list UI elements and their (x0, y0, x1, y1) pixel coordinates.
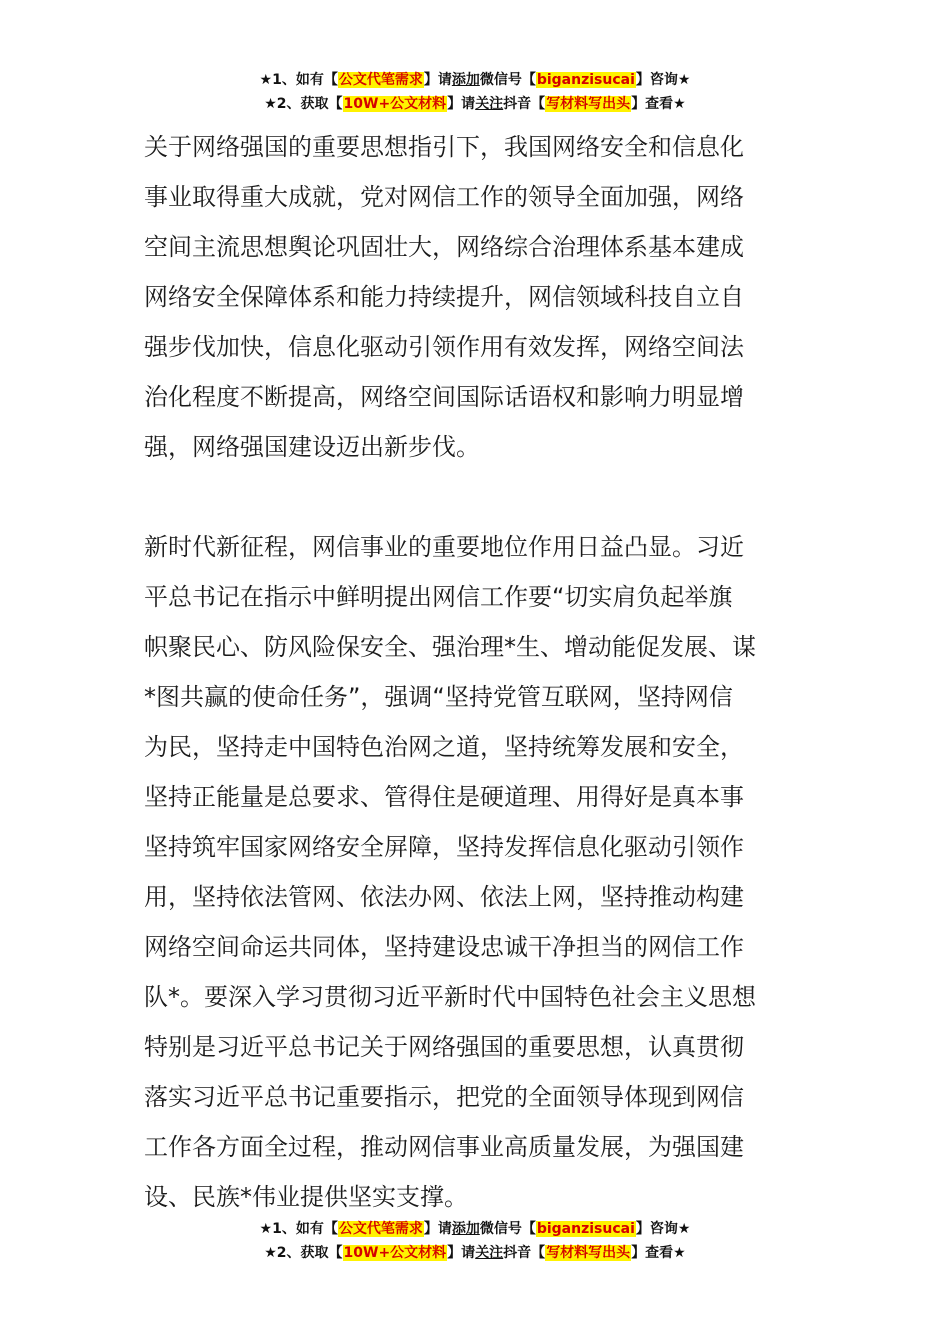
text-line: 设、民族*伟业提供坚实支撑。 (144, 1183, 468, 1211)
banner-highlight: 公文代笔需求 (338, 72, 423, 88)
banner-text: 】请 (423, 72, 452, 88)
banner-text: 】咨询★ (635, 1221, 691, 1237)
text-line: 落实习近平总书记重要指示，把党的全面领导体现到网信 (144, 1083, 744, 1111)
banner-text: 】咨询★ (635, 72, 691, 88)
text-line: 事业取得重大成就，党对网信工作的领导全面加强，网络 (144, 183, 744, 211)
text-line: 为民，坚持走中国特色治网之道，坚持统筹发展和安全， (144, 733, 744, 761)
text-line: 帜聚民心、防风险保安全、强治理*生、增动能促发展、谋 (144, 633, 756, 661)
banner-text: 】请 (447, 1245, 476, 1261)
paragraph-gap (144, 472, 808, 522)
text-line: 关于网络强国的重要思想指引下，我国网络安全和信息化 (144, 133, 744, 161)
banner-line-1 (0, 1217, 950, 1241)
banner-line-2 (0, 1241, 950, 1265)
banner-underline: 关注 (475, 1245, 504, 1261)
banner-text: ★2、获取【 (264, 96, 343, 112)
banner-underline: 关注 (475, 96, 504, 112)
banner-text: ★2、获取【 (264, 1245, 343, 1261)
banner-highlight: biganzisucai (536, 1221, 635, 1237)
banner-underline: 添加 (451, 1221, 480, 1237)
banner-text: 】请 (423, 1221, 452, 1237)
text-line: 强，网络强国建设迈出新步伐。 (144, 433, 480, 461)
text-line: 强步伐加快，信息化驱动引领作用有效发挥，网络空间法 (144, 333, 744, 361)
text-line: 平总书记在指示中鲜明提出网信工作要“切实肩负起举旗 (144, 583, 733, 611)
banner-text: 微信号【 (479, 1221, 536, 1237)
banner-highlight: 10W+公文材料 (343, 96, 447, 112)
banner-highlight: 公文代笔需求 (338, 1221, 423, 1237)
banner-text: ★1、如有【 (259, 1221, 338, 1237)
banner-underline: 添加 (451, 72, 480, 88)
banner-highlight: 写材料写出头 (546, 1245, 631, 1261)
banner-text: 】查看★ (631, 96, 686, 112)
header-banner (0, 68, 950, 116)
text-line: 网络空间命运共同体，坚持建设忠诚干净担当的网信工作 (144, 933, 744, 961)
document-body (144, 122, 808, 1222)
footer-banner (0, 1217, 950, 1265)
text-line: 坚持正能量是总要求、管得住是硬道理、用得好是真本事 (144, 783, 744, 811)
banner-text: 微信号【 (479, 72, 536, 88)
banner-line-1 (0, 68, 950, 92)
banner-text: 】请 (447, 96, 476, 112)
banner-text: ★1、如有【 (259, 72, 338, 88)
text-line: 特别是习近平总书记关于网络强国的重要思想，认真贯彻 (144, 1033, 744, 1061)
banner-highlight: 写材料写出头 (546, 96, 631, 112)
text-line: 队*。要深入学习贯彻习近平新时代中国特色社会主义思想 (144, 983, 756, 1011)
text-line: 用，坚持依法管网、依法办网、依法上网，坚持推动构建 (144, 883, 744, 911)
text-line: *图共赢的使命任务”，强调“坚持党管互联网，坚持网信 (144, 683, 733, 711)
banner-highlight: biganzisucai (536, 72, 635, 88)
text-line: 空间主流思想舆论巩固壮大，网络综合治理体系基本建成 (144, 233, 744, 261)
banner-highlight: 10W+公文材料 (343, 1245, 447, 1261)
text-line: 治化程度不断提高，网络空间国际话语权和影响力明显增 (144, 383, 744, 411)
paragraph-1 (144, 122, 808, 472)
banner-line-2 (0, 92, 950, 116)
banner-text: 】查看★ (631, 1245, 686, 1261)
text-line: 新时代新征程，网信事业的重要地位作用日益凸显。习近 (144, 533, 744, 561)
paragraph-2 (144, 522, 808, 1222)
text-line: 工作各方面全过程，推动网信事业高质量发展，为强国建 (144, 1133, 744, 1161)
text-line: 坚持筑牢国家网络安全屏障，坚持发挥信息化驱动引领作 (144, 833, 744, 861)
banner-text: 抖音【 (503, 1245, 546, 1261)
banner-text: 抖音【 (503, 96, 546, 112)
text-line: 网络安全保障体系和能力持续提升，网信领域科技自立自 (144, 283, 744, 311)
